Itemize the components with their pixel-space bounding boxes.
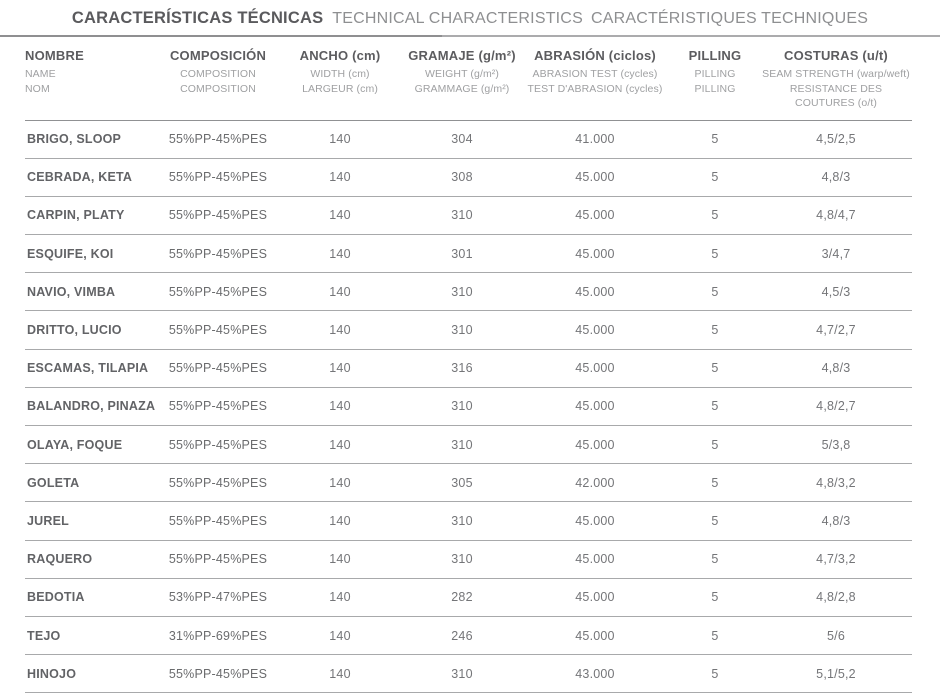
cell-abrasion: 45.000: [520, 311, 670, 349]
cell-costuras: 5,1/5,2: [760, 655, 912, 693]
table-row: [25, 426, 912, 464]
header-cell-ancho: [276, 37, 404, 120]
cell-pilling: 5: [670, 502, 760, 540]
header-cell-abrasion: [520, 37, 670, 120]
cell-ancho: 140: [276, 655, 404, 693]
table-row: [25, 196, 912, 234]
header-sublabel-gramaje: WEIGHT (g/m²): [424, 68, 499, 80]
cell-composicion: 55%PP-45%PES: [160, 235, 276, 273]
cell-nombre: CEBRADA, KETA: [25, 158, 160, 196]
cell-costuras: 4,8/3: [760, 502, 912, 540]
header-sublabel-abrasion: ABRASION TEST (cycles): [532, 68, 658, 80]
cell-costuras: 4,7/3,2: [760, 540, 912, 578]
cell-nombre: ESQUIFE, KOI: [25, 235, 160, 273]
cell-nombre: BEDOTIA: [25, 578, 160, 616]
table-row: [25, 158, 912, 196]
header-sublabel-costuras: SEAM STRENGTH (warp/weft): [762, 68, 910, 80]
header-sublabel-pilling: PILLING: [694, 68, 736, 80]
cell-pilling: 5: [670, 235, 760, 273]
cell-gramaje: 316: [404, 349, 520, 387]
cell-nombre: RAQUERO: [25, 540, 160, 578]
cell-ancho: 140: [276, 120, 404, 158]
cell-nombre: NAVIO, VIMBA: [25, 273, 160, 311]
header-label-nombre: NOMBRE: [25, 48, 84, 63]
cell-gramaje: 246: [404, 616, 520, 654]
cell-costuras: 5/6: [760, 616, 912, 654]
header-cell-gramaje: [404, 37, 520, 120]
cell-gramaje: 310: [404, 387, 520, 425]
table-row: [25, 464, 912, 502]
cell-composicion: 55%PP-45%PES: [160, 387, 276, 425]
cell-ancho: 140: [276, 616, 404, 654]
header-sublabel-ancho: WIDTH (cm): [310, 68, 370, 80]
table-body: [25, 120, 912, 693]
cell-costuras: 3/4,7: [760, 235, 912, 273]
cell-pilling: 5: [670, 387, 760, 425]
header-cell-composicion: [160, 37, 276, 120]
cell-pilling: 5: [670, 578, 760, 616]
cell-costuras: 4,8/2,7: [760, 387, 912, 425]
cell-composicion: 31%PP-69%PES: [160, 616, 276, 654]
header-sublabel-nombre: NAME: [25, 68, 56, 80]
header-label-gramaje: GRAMAJE (g/m²): [408, 48, 516, 63]
cell-abrasion: 45.000: [520, 273, 670, 311]
cell-composicion: 55%PP-45%PES: [160, 120, 276, 158]
cell-composicion: 53%PP-47%PES: [160, 578, 276, 616]
cell-gramaje: 310: [404, 540, 520, 578]
header-label-ancho: ANCHO (cm): [299, 48, 381, 63]
cell-gramaje: 282: [404, 578, 520, 616]
header-sublabel-composicion: COMPOSITION: [180, 82, 256, 95]
cell-gramaje: 310: [404, 311, 520, 349]
title-french: CARACTÉRISTIQUES TECHNIQUES: [590, 10, 869, 27]
cell-ancho: 140: [276, 387, 404, 425]
cell-nombre: JUREL: [25, 502, 160, 540]
cell-composicion: 55%PP-45%PES: [160, 273, 276, 311]
cell-pilling: 5: [670, 655, 760, 693]
header-cell-costuras: [760, 37, 912, 120]
cell-pilling: 5: [670, 158, 760, 196]
cell-nombre: DRITTO, LUCIO: [25, 311, 160, 349]
cell-composicion: 55%PP-45%PES: [160, 426, 276, 464]
cell-ancho: 140: [276, 349, 404, 387]
cell-gramaje: 308: [404, 158, 520, 196]
header-sublabel-ancho: LARGEUR (cm): [302, 82, 378, 95]
header-label-composicion: COMPOSICIÓN: [169, 48, 267, 63]
cell-ancho: 140: [276, 273, 404, 311]
cell-ancho: 140: [276, 502, 404, 540]
title-spanish: CARACTERÍSTICAS TÉCNICAS: [71, 9, 324, 27]
cell-costuras: 4,8/2,8: [760, 578, 912, 616]
cell-ancho: 140: [276, 196, 404, 234]
cell-composicion: 55%PP-45%PES: [160, 349, 276, 387]
cell-pilling: 5: [670, 311, 760, 349]
cell-composicion: 55%PP-45%PES: [160, 311, 276, 349]
cell-abrasion: 45.000: [520, 196, 670, 234]
table-row: [25, 273, 912, 311]
cell-ancho: 140: [276, 464, 404, 502]
cell-pilling: 5: [670, 273, 760, 311]
cell-abrasion: 41.000: [520, 120, 670, 158]
page-title: [0, 0, 940, 28]
table-row: [25, 120, 912, 158]
cell-pilling: 5: [670, 349, 760, 387]
cell-nombre: GOLETA: [25, 464, 160, 502]
cell-nombre: ESCAMAS, TILAPIA: [25, 349, 160, 387]
cell-gramaje: 301: [404, 235, 520, 273]
cell-composicion: 55%PP-45%PES: [160, 464, 276, 502]
cell-abrasion: 45.000: [520, 578, 670, 616]
cell-ancho: 140: [276, 426, 404, 464]
cell-abrasion: 45.000: [520, 616, 670, 654]
cell-composicion: 55%PP-45%PES: [160, 502, 276, 540]
header-label-abrasion: ABRASIÓN (ciclos): [534, 48, 656, 63]
cell-costuras: 4,5/3: [760, 273, 912, 311]
cell-nombre: HINOJO: [25, 655, 160, 693]
table-row: [25, 540, 912, 578]
title-english: TECHNICAL CHARACTERISTICS: [332, 10, 583, 27]
cell-costuras: 4,5/2,5: [760, 120, 912, 158]
cell-costuras: 5/3,8: [760, 426, 912, 464]
header-sublabel-composicion: COMPOSITION: [180, 68, 256, 80]
cell-abrasion: 42.000: [520, 464, 670, 502]
cell-ancho: 140: [276, 540, 404, 578]
table-row: [25, 502, 912, 540]
header-sublabel-abrasion: TEST D'ABRASION (cycles): [527, 82, 663, 95]
cell-gramaje: 304: [404, 120, 520, 158]
cell-ancho: 140: [276, 311, 404, 349]
cell-abrasion: 43.000: [520, 655, 670, 693]
cell-gramaje: 310: [404, 655, 520, 693]
cell-composicion: 55%PP-45%PES: [160, 655, 276, 693]
header-cell-pilling: [670, 37, 760, 120]
cell-abrasion: 45.000: [520, 426, 670, 464]
table-row: [25, 311, 912, 349]
table-header-row: [25, 37, 912, 120]
cell-costuras: 4,7/2,7: [760, 311, 912, 349]
cell-composicion: 55%PP-45%PES: [160, 158, 276, 196]
header-cell-nombre: [25, 37, 160, 120]
cell-abrasion: 45.000: [520, 387, 670, 425]
cell-pilling: 5: [670, 426, 760, 464]
cell-gramaje: 310: [404, 196, 520, 234]
cell-nombre: CARPIN, PLATY: [25, 196, 160, 234]
table-row: [25, 655, 912, 693]
cell-pilling: 5: [670, 120, 760, 158]
table-row: [25, 616, 912, 654]
cell-costuras: 4,8/4,7: [760, 196, 912, 234]
cell-gramaje: 310: [404, 273, 520, 311]
header-sublabel-costuras: RESISTANCE DES COUTURES (o/t): [789, 82, 883, 109]
cell-pilling: 5: [670, 196, 760, 234]
cell-abrasion: 45.000: [520, 235, 670, 273]
table-header: [25, 37, 912, 120]
cell-costuras: 4,8/3: [760, 349, 912, 387]
cell-abrasion: 45.000: [520, 540, 670, 578]
cell-nombre: OLAYA, FOQUE: [25, 426, 160, 464]
cell-costuras: 4,8/3: [760, 158, 912, 196]
header-label-costuras: COSTURAS (u/t): [784, 48, 888, 63]
header-sublabel-nombre: NOM: [25, 82, 50, 95]
cell-costuras: 4,8/3,2: [760, 464, 912, 502]
header-sublabel-pilling: PILLING: [694, 82, 736, 95]
cell-ancho: 140: [276, 158, 404, 196]
cell-composicion: 55%PP-45%PES: [160, 196, 276, 234]
table-row: [25, 578, 912, 616]
cell-pilling: 5: [670, 540, 760, 578]
cell-pilling: 5: [670, 464, 760, 502]
table-row: [25, 387, 912, 425]
cell-gramaje: 310: [404, 502, 520, 540]
header-sublabel-gramaje: GRAMMAGE (g/m²): [414, 82, 510, 95]
cell-abrasion: 45.000: [520, 158, 670, 196]
table-row: [25, 349, 912, 387]
cell-composicion: 55%PP-45%PES: [160, 540, 276, 578]
cell-pilling: 5: [670, 616, 760, 654]
cell-nombre: TEJO: [25, 616, 160, 654]
cell-abrasion: 45.000: [520, 502, 670, 540]
technical-characteristics-table: [25, 37, 912, 693]
cell-gramaje: 310: [404, 426, 520, 464]
cell-nombre: BRIGO, SLOOP: [25, 120, 160, 158]
cell-ancho: 140: [276, 235, 404, 273]
cell-nombre: BALANDRO, PINAZA: [25, 387, 160, 425]
cell-ancho: 140: [276, 578, 404, 616]
header-label-pilling: PILLING: [688, 48, 742, 63]
table-row: [25, 235, 912, 273]
cell-abrasion: 45.000: [520, 349, 670, 387]
cell-gramaje: 305: [404, 464, 520, 502]
